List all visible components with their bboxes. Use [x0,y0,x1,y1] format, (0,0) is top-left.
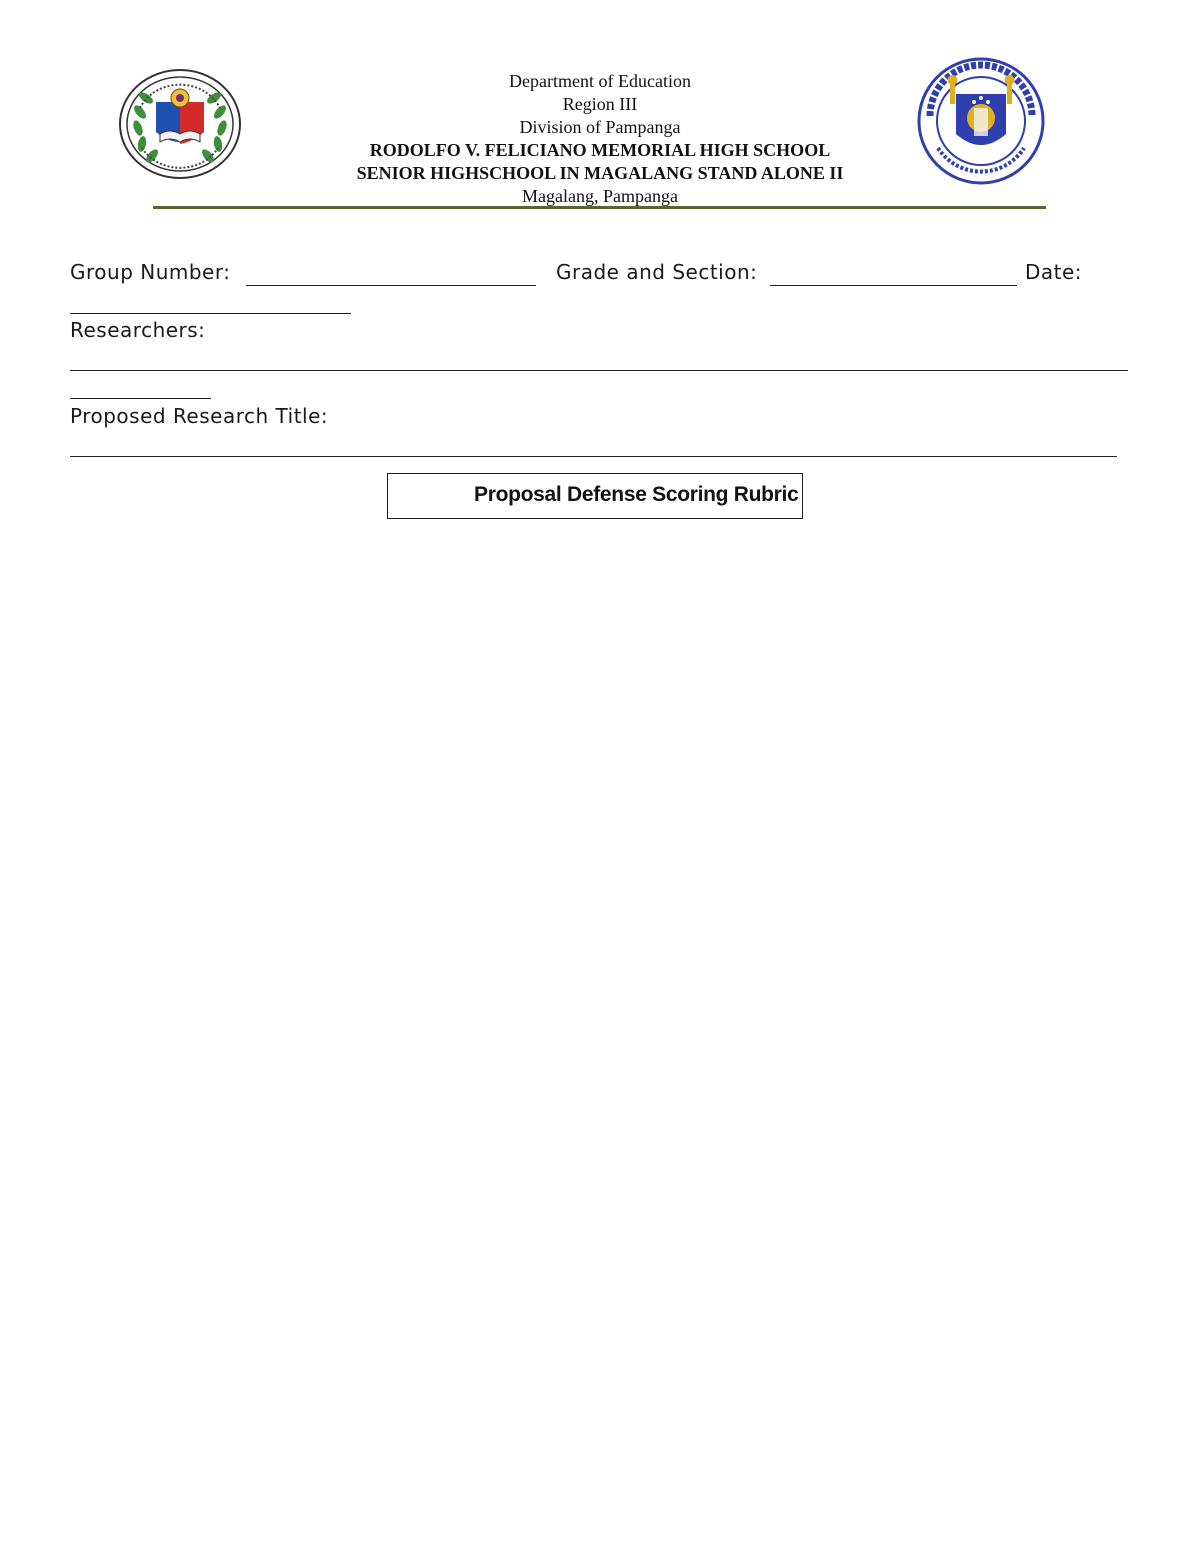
school-seal-icon [118,68,242,180]
letterhead [300,70,900,208]
rubric-title-box [387,473,803,519]
region-line: Region III [562,94,638,114]
school-name: RODOLFO V. FELICIANO MEMORIAL HIGH SCHOOL [369,140,831,160]
date-field[interactable] [70,313,351,314]
deped-seal-icon [916,56,1046,186]
school-location: Magalang, Pampanga [522,186,678,206]
header-divider [153,206,1046,209]
research-title-field[interactable] [70,456,1117,457]
department-line: Department of Education [509,71,691,91]
researchers-label: Researchers: [70,318,206,342]
grade-section-label: Grade and Section: [556,260,758,284]
researchers-field[interactable] [70,370,1128,371]
research-title-label: Proposed Research Title: [70,404,329,428]
researchers-field-continued[interactable] [70,398,211,399]
group-number-field[interactable] [246,285,536,286]
group-number-label: Group Number: [70,260,231,284]
division-line: Division of Pampanga [519,117,681,137]
date-label: Date: [1025,260,1083,284]
grade-section-field[interactable] [770,285,1017,286]
rubric-title: Proposal Defense Scoring Rubric [474,483,799,506]
school-subtitle: SENIOR HIGHSCHOOL IN MAGALANG STAND ALONE II [356,163,844,183]
